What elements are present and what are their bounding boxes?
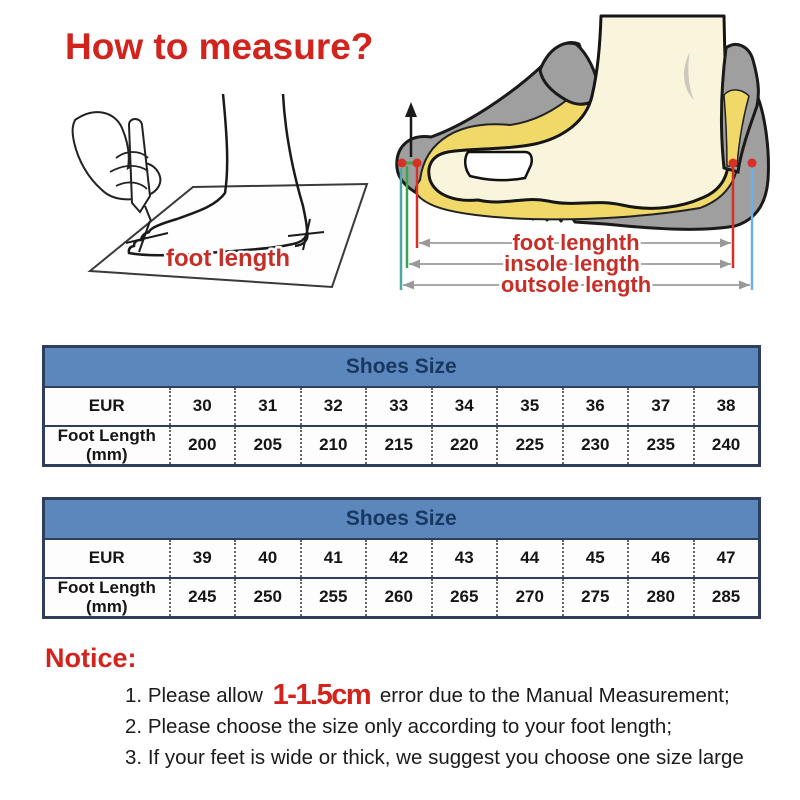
notice-item-1 [125,680,760,711]
size-cell: 41 [301,539,367,578]
row-label-foot-length: Foot Length (mm) [44,578,170,618]
insole-length-label: insole length [504,251,640,276]
foot-length-label: foot lenghth [512,230,640,255]
row-label-foot-length: Foot Length (mm) [44,426,170,466]
pen-tip [145,206,151,221]
size-cell: 38 [694,387,760,426]
notice-item-text: error due to the Manual Measurement; [379,684,730,707]
notice-item-number: 1. [125,684,143,707]
length-cell: 285 [694,578,760,618]
size-cell: 44 [497,539,563,578]
toe-overlay [465,152,532,180]
outsole-length-label: outsole length [500,272,652,297]
length-cell: 250 [235,578,301,618]
length-cell: 265 [432,578,498,618]
foot-length-caption: foot length [166,245,290,272]
size-cell: 36 [563,387,629,426]
length-cell: 270 [497,578,563,618]
notice-section [45,643,760,773]
size-cell: 42 [366,539,432,578]
size-cell: 43 [432,539,498,578]
size-cell: 47 [694,539,760,578]
size-cell: 37 [628,387,694,426]
length-cell: 215 [366,426,432,466]
shoes-size-table-1 [42,345,761,467]
measurement-illustrations [0,0,800,330]
notice-item-text: Please allow [147,684,263,707]
size-cell: 32 [301,387,367,426]
length-cell: 255 [301,578,367,618]
notice-item-text: If your feet is wide or thick, we suggest you choose one size large [147,746,744,769]
outsole-length-row [403,272,750,297]
length-cell: 235 [628,426,694,466]
size-cell: 40 [235,539,301,578]
size-cell: 45 [563,539,629,578]
size-cell: 39 [170,539,236,578]
size-cell: 31 [235,387,301,426]
table-row [44,426,760,466]
length-cell: 200 [170,426,236,466]
row-label-eur: EUR [44,387,170,426]
notice-item-number: 3. [125,746,143,769]
row-label-eur: EUR [44,539,170,578]
notice-item-3 [125,742,760,773]
length-cell: 245 [170,578,236,618]
length-cell: 240 [694,426,760,466]
measurement-rows [403,230,750,297]
length-cell: 230 [563,426,629,466]
table-row [44,539,760,578]
length-cell: 210 [301,426,367,466]
size-cell: 35 [497,387,563,426]
notice-title: Notice: [45,643,137,673]
size-cell: 30 [170,387,236,426]
length-cell: 280 [628,578,694,618]
length-cell: 260 [366,578,432,618]
table-row [44,387,760,426]
notice-highlight: 1-1.5cm [272,679,371,711]
length-cell: 225 [497,426,563,466]
table-title: Shoes Size [44,499,760,540]
notice-item-2 [125,711,760,742]
length-cell: 220 [432,426,498,466]
page-title: How to measure? [65,26,374,67]
foot-tracing-illustration [73,94,367,287]
table-row [44,578,760,618]
shoe-cutaway-diagram [397,16,769,297]
size-cell: 34 [432,387,498,426]
hand-with-pen [73,112,161,221]
size-cell: 33 [366,387,432,426]
size-cell: 46 [628,539,694,578]
length-cell: 275 [563,578,629,618]
notice-item-text: Please choose the size only according to your foot length; [147,715,673,738]
shoes-size-table-2 [42,497,761,619]
table-title: Shoes Size [44,347,760,388]
notice-item-number: 2. [125,715,143,738]
length-cell: 205 [235,426,301,466]
